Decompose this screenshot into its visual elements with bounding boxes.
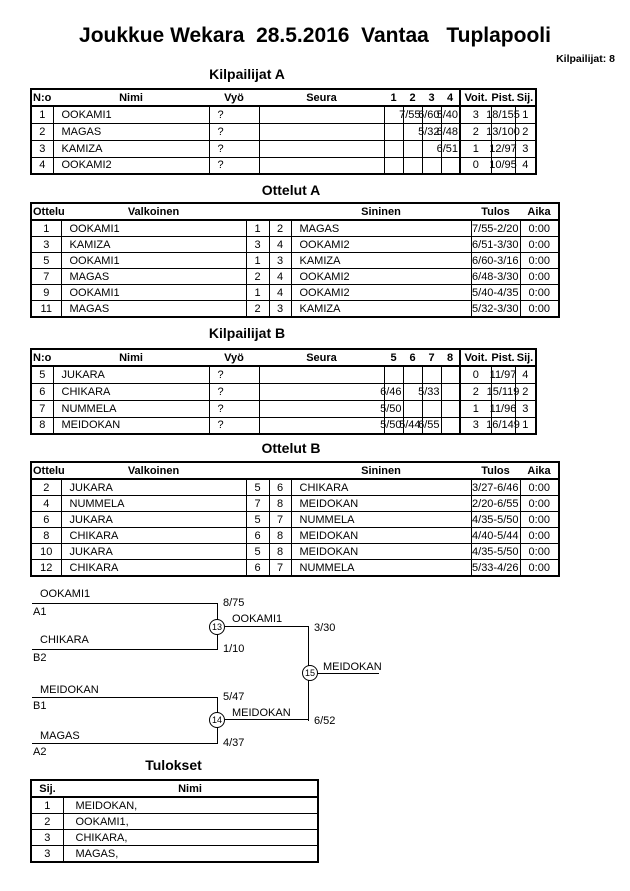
bracket-team-name: CHIKARA <box>40 634 89 646</box>
place-cell: 3 <box>515 400 536 417</box>
points-value: 10/95 <box>489 159 517 172</box>
bracket-winner-name: OOKAMI1 <box>232 613 283 625</box>
match-number-cell: 10 <box>31 544 61 560</box>
col-header-place: Sij. <box>31 780 63 797</box>
col-header-name: Nimi <box>63 780 318 797</box>
match-score-value: 5/50 <box>380 402 402 415</box>
match-score-value: 6/60 <box>418 108 440 121</box>
col-header-m2: 6 <box>403 349 422 366</box>
col-header-white: Valkoinen <box>61 462 246 479</box>
bracket-winner-name: MEIDOKAN <box>323 661 382 673</box>
wins-cell: 0 <box>460 157 491 174</box>
result-value: 4/35-5/50 <box>472 545 519 558</box>
belt-cell: ? <box>209 123 259 140</box>
result-value: 4/40-5/44 <box>472 529 519 542</box>
bracket-line <box>225 719 309 720</box>
belt-cell: ? <box>209 400 259 417</box>
place-cell: 3 <box>31 830 63 846</box>
wins-cell: 2 <box>460 383 491 400</box>
points-value: 11/97 <box>489 368 517 381</box>
competitor-number-cell: 6 <box>31 383 53 400</box>
points-value: 18/155 <box>486 108 520 121</box>
bracket-line <box>225 626 309 627</box>
col-header-m1: 1 <box>384 89 403 106</box>
match-number-cell: 2 <box>31 479 61 496</box>
bracket-score: 1/10 <box>223 643 245 655</box>
result-value: 3/27-6/46 <box>472 481 519 494</box>
blue-number-cell: 4 <box>269 237 291 253</box>
name-cell: MAGAS, <box>63 846 318 863</box>
blue-name-cell: KAMIZA <box>291 253 471 269</box>
white-name-cell: KAMIZA <box>61 237 246 253</box>
bracket-score: 8/75 <box>223 597 245 609</box>
match-score-value: 5/40 <box>436 108 458 121</box>
section-title-matches-a: Ottelut A <box>261 182 321 198</box>
results-table <box>30 779 319 863</box>
match-score-value: 6/51 <box>436 142 458 155</box>
blue-number-cell: 7 <box>269 512 291 528</box>
col-header-m4: 4 <box>441 89 460 106</box>
blue-name-cell: OOKAMI2 <box>291 285 471 301</box>
result-value: 6/48-3/30 <box>472 270 519 283</box>
page-title: Joukkue Wekara 28.5.2016 Vantaa Tuplapooli <box>79 24 551 47</box>
match-score-value: 6/55 <box>418 419 440 432</box>
wins-cell: 3 <box>460 106 491 123</box>
white-number-cell: 6 <box>246 560 269 577</box>
match-number-badge: 15 <box>302 665 318 681</box>
bracket-seed-label: B2 <box>33 652 47 664</box>
blue-number-cell: 3 <box>269 301 291 318</box>
col-header-m3: 3 <box>422 89 441 106</box>
result-row <box>31 830 318 846</box>
place-cell: 2 <box>515 383 536 400</box>
place-cell: 2 <box>515 123 536 140</box>
bracket-line <box>32 649 217 650</box>
match-number-cell: 5 <box>31 253 61 269</box>
col-header-wins: Voit. <box>460 349 491 366</box>
bracket-team-name: OOKAMI1 <box>40 588 91 600</box>
match-number-cell: 12 <box>31 560 61 577</box>
time-cell: 0:00 <box>520 237 559 253</box>
match-number-cell: 4 <box>31 496 61 512</box>
place-cell: 4 <box>515 157 536 174</box>
belt-cell: ? <box>209 366 259 383</box>
white-number-cell: 7 <box>246 496 269 512</box>
result-value: 7/55-2/20 <box>472 222 519 235</box>
time-cell: 0:00 <box>520 269 559 285</box>
white-number-cell: 5 <box>246 544 269 560</box>
bracket-score: 3/30 <box>314 622 336 634</box>
place-cell: 1 <box>515 106 536 123</box>
time-cell: 0:00 <box>520 560 559 577</box>
white-name-cell: NUMMELA <box>61 496 246 512</box>
competitor-name-cell: JUKARA <box>53 366 209 383</box>
place-cell: 1 <box>31 797 63 814</box>
time-cell: 0:00 <box>520 528 559 544</box>
bracket-seed-label: A1 <box>33 606 47 618</box>
white-name-cell: MAGAS <box>61 301 246 318</box>
points-value: 16/149 <box>486 419 520 432</box>
bracket-team-name: MEIDOKAN <box>40 684 99 696</box>
name-cell: MEIDOKAN, <box>63 797 318 814</box>
name-cell: CHIKARA, <box>63 830 318 846</box>
belt-cell: ? <box>209 140 259 157</box>
match-score-value: 7/55 <box>399 108 421 121</box>
col-header-no: N:o <box>31 349 53 366</box>
time-cell: 0:00 <box>520 496 559 512</box>
white-name-cell: OOKAMI1 <box>61 220 246 237</box>
col-header-match: Ottelu <box>31 203 61 220</box>
result-row <box>31 814 318 830</box>
result-value: 2/20-6/55 <box>472 497 519 510</box>
match-number-cell: 6 <box>31 512 61 528</box>
white-name-cell: CHIKARA <box>61 560 246 577</box>
bracket-line <box>32 697 217 698</box>
match-score-value: 5/32 <box>418 125 440 138</box>
time-cell: 0:00 <box>520 253 559 269</box>
competitor-name-cell: MEIDOKAN <box>53 417 209 434</box>
white-name-cell: JUKARA <box>61 479 246 496</box>
place-cell: 3 <box>31 846 63 863</box>
white-name-cell: OOKAMI1 <box>61 285 246 301</box>
blue-number-cell: 3 <box>269 253 291 269</box>
white-number-cell: 5 <box>246 479 269 496</box>
bracket-line <box>32 743 217 744</box>
belt-cell: ? <box>209 157 259 174</box>
wins-cell: 2 <box>460 123 491 140</box>
belt-cell: ? <box>209 417 259 434</box>
col-header-result: Tulos <box>471 462 520 479</box>
result-value: 6/60-3/16 <box>472 254 519 267</box>
blue-number-cell: 4 <box>269 269 291 285</box>
points-value: 15/119 <box>486 385 520 398</box>
col-header-m3: 7 <box>422 349 441 366</box>
competitor-name-cell: MAGAS <box>53 123 209 140</box>
white-number-cell: 6 <box>246 528 269 544</box>
match-number-cell: 8 <box>31 528 61 544</box>
blue-number-cell: 2 <box>269 220 291 237</box>
blue-name-cell: NUMMELA <box>291 512 471 528</box>
match-number-cell: 7 <box>31 269 61 285</box>
result-value: 4/35-5/50 <box>472 513 519 526</box>
section-title-pool-b: Kilpailijat B <box>208 325 286 341</box>
place-cell: 4 <box>515 366 536 383</box>
white-name-cell: MAGAS <box>61 269 246 285</box>
col-header-no: N:o <box>31 89 53 106</box>
match-number-badge: 13 <box>209 619 225 635</box>
blue-name-cell: MEIDOKAN <box>291 528 471 544</box>
blue-number-cell: 7 <box>269 560 291 577</box>
col-header-name: Nimi <box>53 89 209 106</box>
bracket-seed-label: B1 <box>33 700 47 712</box>
white-name-cell: JUKARA <box>61 512 246 528</box>
white-number-cell: 2 <box>246 301 269 318</box>
competitor-number-cell: 2 <box>31 123 53 140</box>
section-title-pool-a: Kilpailijat A <box>209 66 285 82</box>
blue-name-cell: OOKAMI2 <box>291 269 471 285</box>
col-header-name: Nimi <box>53 349 209 366</box>
competitor-number-cell: 8 <box>31 417 53 434</box>
col-header-belt: Vyö <box>209 89 259 106</box>
blue-name-cell: MEIDOKAN <box>291 496 471 512</box>
bracket-team-name: MAGAS <box>40 730 80 742</box>
place-cell: 1 <box>515 417 536 434</box>
bracket-winner-name: MEIDOKAN <box>232 707 291 719</box>
competitor-name-cell: NUMMELA <box>53 400 209 417</box>
section-title-results: Tulokset <box>145 757 202 773</box>
col-header-time: Aika <box>520 203 559 220</box>
bracket-line <box>32 603 217 604</box>
belt-cell: ? <box>209 383 259 400</box>
blue-name-cell: MEIDOKAN <box>291 544 471 560</box>
place-cell: 2 <box>31 814 63 830</box>
result-value: 5/40-4/35 <box>472 286 519 299</box>
blue-name-cell: OOKAMI2 <box>291 237 471 253</box>
competitor-name-cell: OOKAMI2 <box>53 157 209 174</box>
match-score-value: 5/33 <box>418 385 440 398</box>
col-header-blue: Sininen <box>291 462 471 479</box>
points-value: 12/97 <box>489 142 517 155</box>
match-score-value: 6/46 <box>380 385 402 398</box>
time-cell: 0:00 <box>520 544 559 560</box>
bracket-line <box>317 673 379 674</box>
bracket-seed-label: A2 <box>33 746 47 758</box>
result-value: 5/32-3/30 <box>472 302 519 315</box>
time-cell: 0:00 <box>520 220 559 237</box>
white-number-cell: 2 <box>246 269 269 285</box>
belt-cell: ? <box>209 106 259 123</box>
white-number-cell: 5 <box>246 512 269 528</box>
match-score-value: 6/48 <box>436 125 458 138</box>
blue-name-cell: NUMMELA <box>291 560 471 577</box>
competitor-number-cell: 3 <box>31 140 53 157</box>
col-header-points: Pist. <box>491 89 515 106</box>
white-name-cell: CHIKARA <box>61 528 246 544</box>
col-header-club: Seura <box>259 89 384 106</box>
competitor-name-cell: CHIKARA <box>53 383 209 400</box>
competitor-number-cell: 1 <box>31 106 53 123</box>
col-header-belt: Vyö <box>209 349 259 366</box>
competitor-number-cell: 4 <box>31 157 53 174</box>
match-number-cell: 9 <box>31 285 61 301</box>
col-header-white: Valkoinen <box>61 203 246 220</box>
competitor-number-cell: 7 <box>31 400 53 417</box>
blue-name-cell: CHIKARA <box>291 479 471 496</box>
bracket-score: 4/37 <box>223 737 245 749</box>
wins-cell: 0 <box>460 366 491 383</box>
blue-name-cell: KAMIZA <box>291 301 471 318</box>
time-cell: 0:00 <box>520 301 559 318</box>
points-value: 13/100 <box>486 125 520 138</box>
blue-number-cell: 6 <box>269 479 291 496</box>
col-header-m1: 5 <box>384 349 403 366</box>
col-header-place: Sij. <box>515 89 536 106</box>
col-header-m4: 8 <box>441 349 460 366</box>
white-number-cell: 1 <box>246 285 269 301</box>
col-header-points: Pist. <box>491 349 515 366</box>
result-value: 5/33-4/26 <box>472 561 519 574</box>
result-row <box>31 797 318 814</box>
place-cell: 3 <box>515 140 536 157</box>
name-cell: OOKAMI1, <box>63 814 318 830</box>
white-name-cell: OOKAMI1 <box>61 253 246 269</box>
col-header-place: Sij. <box>515 349 536 366</box>
col-header-match: Ottelu <box>31 462 61 479</box>
match-number-cell: 11 <box>31 301 61 318</box>
match-score-value: 5/50 <box>380 419 402 432</box>
match-number-badge: 14 <box>209 712 225 728</box>
competitor-name-cell: OOKAMI1 <box>53 106 209 123</box>
match-score-value: 5/44 <box>399 419 421 432</box>
result-row <box>31 846 318 863</box>
match-number-cell: 1 <box>31 220 61 237</box>
blue-number-cell: 8 <box>269 496 291 512</box>
white-name-cell: JUKARA <box>61 544 246 560</box>
col-header-blue: Sininen <box>291 203 471 220</box>
bracket-score: 5/47 <box>223 691 245 703</box>
wins-cell: 3 <box>460 417 491 434</box>
col-header-m2: 2 <box>403 89 422 106</box>
wins-cell: 1 <box>460 140 491 157</box>
col-header-result: Tulos <box>471 203 520 220</box>
col-header-wins: Voit. <box>460 89 491 106</box>
competitor-name-cell: KAMIZA <box>53 140 209 157</box>
time-cell: 0:00 <box>520 479 559 496</box>
white-number-cell: 3 <box>246 237 269 253</box>
col-header-time: Aika <box>520 462 559 479</box>
blue-number-cell: 8 <box>269 528 291 544</box>
points-value: 11/96 <box>489 402 517 415</box>
results-header-row <box>31 780 318 797</box>
competitor-count-label: Kilpailijat: 8 <box>556 53 615 65</box>
bracket-score: 6/52 <box>314 715 336 727</box>
match-number-cell: 3 <box>31 237 61 253</box>
blue-number-cell: 8 <box>269 544 291 560</box>
blue-name-cell: MAGAS <box>291 220 471 237</box>
competitor-number-cell: 5 <box>31 366 53 383</box>
time-cell: 0:00 <box>520 285 559 301</box>
blue-number-cell: 4 <box>269 285 291 301</box>
white-number-cell: 1 <box>246 253 269 269</box>
time-cell: 0:00 <box>520 512 559 528</box>
col-header-club: Seura <box>259 349 384 366</box>
white-number-cell: 1 <box>246 220 269 237</box>
wins-cell: 1 <box>460 400 491 417</box>
result-value: 6/51-3/30 <box>472 238 519 251</box>
section-title-matches-b: Ottelut B <box>261 440 321 456</box>
